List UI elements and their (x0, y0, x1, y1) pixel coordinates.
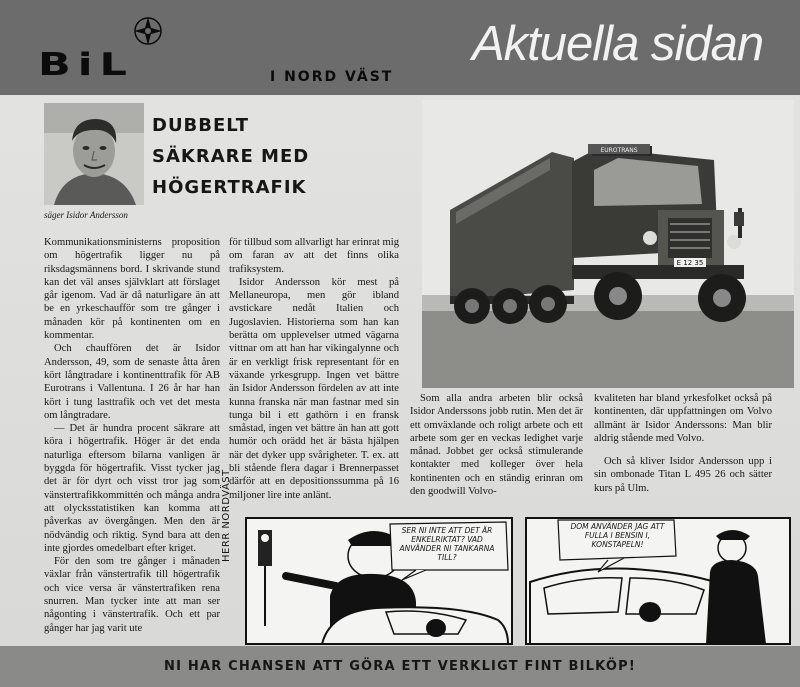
paragraph: Kommunikationsministerns proposition om högertrafik ligger nu på riksdagsmännens bord. I skrivande stund kan det väl anses självklart att förslaget går igenom. Vad är då naturligare än att be en yrkeschaufför som tre gånger i månaden kör på kontinenten om en kommentar. (44, 237, 220, 342)
article-headline (152, 110, 309, 203)
speech-bubble-policeman: SER NI INTE ATT DET ÄR ENKELRIKTAT? VAD ANVÄNDER NI TANKARNA TILL? (399, 526, 495, 562)
magazine-subtitle: I NORD VÄST (270, 69, 394, 85)
paragraph: för tillbud som allvarligt har erinrat mig om faran av att det finns olika trafiksystem. (229, 237, 399, 275)
paragraph: Som alla andra arbeten blir också Isidor Anderssons jobb rutin. Men det är ett omväxlande och roligt arbete och ett arbete som ger en veckas ledighet varje månad. Jobbet ger också stimulerande kontakter med kolleger över hela kontinenten och en ständig erinran om den goodwill Volvo- (410, 393, 583, 498)
footer-slogan: NI HAR CHANSEN ATT GÖRA ETT VERKLIGT FINT BILKÖP! (164, 659, 636, 674)
roof-sign: EUROTRANS (600, 147, 638, 154)
paragraph: För den som tre gånger i månaden växlar från vänstertrafik till högertrafik och vice versa är vänstertrafiken rena snurren. Man tycker inte att man ser någonting i vänstertrafik. Och ett par gånger har jag varit ute (44, 556, 220, 634)
compass-star-icon (133, 16, 163, 46)
headline-line: SÄKRARE MED (152, 146, 310, 167)
comic-title: HERR NORDVÄST (221, 469, 232, 562)
paragraph: Och chauffören det är Isidor Andersson, 49, som de senaste åtta åren kört långtradare i kontinenttrafik för AB Eurotrans i Vallentuna. I 26 år har han kört i tung lasttrafik och vet det mesta om långtradare. (44, 343, 220, 421)
masthead (0, 0, 800, 95)
section-title: Aktuella sidan (472, 17, 764, 71)
paragraph: — Det är hundra procent säkrare att köra i högertrafik. Höger är det enda naturliga eftersom bilarna vanligen är byggda för högertrafik. Visst tycker jag det är för dyrt och visst tror jag som vänstertrafikkommittén och många andra att olycksstatistiken kan komma att påverkas av övergången. Men den är nödvändig och riktig. Synd bara att den inte gjordes omedelbart efter kriget. (44, 423, 220, 554)
headline-line: DUBBELT (152, 115, 250, 136)
speech-bubble-driver: DOM ANVÄNDER JAG ATT FULLA I BENSIN I, KONSTAPELN! (570, 522, 665, 549)
headline-line: HÖGERTRAFIK (152, 177, 307, 198)
license-plate: E 12 35 (676, 259, 704, 267)
article-column-2 (229, 236, 399, 502)
article-column-4 (594, 392, 772, 495)
paragraph: Isidor Andersson kör mest på Mellaneuropa, men gör ibland avstickare nedåt Italien och Jugoslavien. Historierna som han kan berätta om upplevelser utmed vägarna vittnar om att han har vikingalynne och är en verkligt frisk representant för en växande yrkesgrupp. Ingen vet bättre än Isidor Andersson fördelen av att inte kunna franska när man fastnar med sin tunga bil i ett gathörn i en fransk småstad, ingen vet bättre än han att gott humör och orädd het är bästa hjälpen när det dyker upp svårigheter. T. ex. att bli stående flera dagar i Brennerpasset därför att en depositionssumma på 16 miljoner lire inte anlänt. (229, 276, 399, 501)
paragraph: kvaliteten har bland yrkesfolket också på kontinenten, där uppfattningen om Volvo allmänt är Isidor Anderssons: Man blir aldrig stående med Volvo. (594, 393, 772, 444)
truck-photo (422, 100, 794, 388)
article-column-1 (44, 236, 220, 635)
article-column-3 (410, 392, 583, 498)
magazine-logo: BiL (38, 47, 134, 83)
portrait-photo (44, 103, 144, 205)
comic-strip (226, 516, 792, 646)
portrait-caption: säger Isidor Andersson (44, 210, 128, 220)
paragraph: Och så kliver Isidor Andersson upp i sin ombonade Titan L 495 26 och sätter kurs på Ulm. (594, 456, 772, 494)
